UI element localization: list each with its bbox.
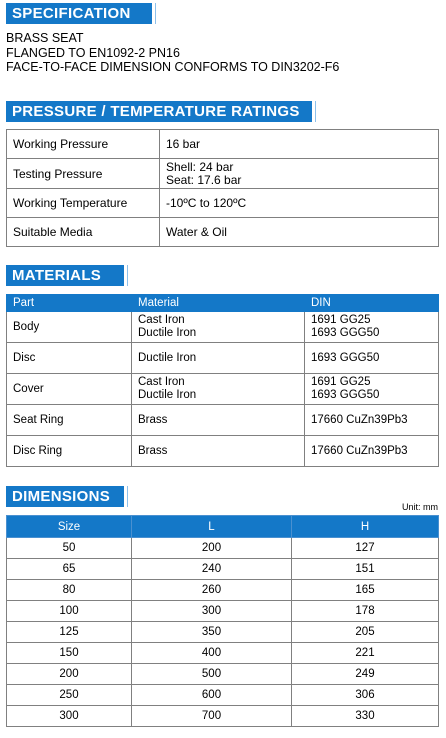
- height-cell: 330: [292, 706, 439, 727]
- column-header: Size: [7, 516, 132, 538]
- height-cell: 221: [292, 643, 439, 664]
- part-cell: Cover: [7, 374, 132, 405]
- size-cell: 150: [7, 643, 132, 664]
- rating-label: Working Temperature: [7, 189, 160, 218]
- materials-table: [6, 294, 439, 467]
- material-cell: Cast Iron Ductile Iron: [132, 374, 305, 405]
- column-header: Part: [7, 295, 132, 312]
- size-cell: 100: [7, 601, 132, 622]
- column-header: H: [292, 516, 439, 538]
- table-row: [7, 706, 439, 727]
- rating-value: 16 bar: [160, 130, 439, 159]
- rating-label: Suitable Media: [7, 218, 160, 247]
- din-cell: 1691 GG25 1693 GGG50: [305, 312, 439, 343]
- height-cell: 205: [292, 622, 439, 643]
- height-cell: 127: [292, 538, 439, 559]
- height-cell: 306: [292, 685, 439, 706]
- table-header-row: [7, 516, 439, 538]
- length-cell: 350: [132, 622, 292, 643]
- material-cell: Ductile Iron: [132, 343, 305, 374]
- spec-line: FACE-TO-FACE DIMENSION CONFORMS TO DIN3202-F6: [6, 60, 340, 74]
- length-cell: 600: [132, 685, 292, 706]
- length-cell: 200: [132, 538, 292, 559]
- material-cell: Brass: [132, 436, 305, 467]
- column-header: L: [132, 516, 292, 538]
- size-cell: 50: [7, 538, 132, 559]
- pressure-ratings-heading: PRESSURE / TEMPERATURE RATINGS: [6, 101, 312, 122]
- table-row: [7, 189, 439, 218]
- length-cell: 300: [132, 601, 292, 622]
- table-row: [7, 580, 439, 601]
- table-row: [7, 159, 439, 189]
- table-header-row: [7, 295, 439, 312]
- specification-lines: [6, 31, 339, 75]
- table-row: [7, 643, 439, 664]
- table-row: [7, 405, 439, 436]
- length-cell: 400: [132, 643, 292, 664]
- dimensions-heading: DIMENSIONS: [6, 486, 124, 507]
- rating-label: Testing Pressure: [7, 159, 160, 189]
- rating-value: [160, 159, 439, 189]
- height-cell: 165: [292, 580, 439, 601]
- table-row: [7, 664, 439, 685]
- specification-heading: SPECIFICATION: [6, 3, 152, 24]
- table-row: [7, 685, 439, 706]
- length-cell: 500: [132, 664, 292, 685]
- dimensions-table: [6, 515, 439, 727]
- table-row: [7, 622, 439, 643]
- column-header: DIN: [305, 295, 439, 312]
- part-cell: Disc Ring: [7, 436, 132, 467]
- column-header: Material: [132, 295, 305, 312]
- rating-value: Water & Oil: [160, 218, 439, 247]
- din-cell: 1693 GGG50: [305, 343, 439, 374]
- part-cell: Seat Ring: [7, 405, 132, 436]
- din-cell: 1691 GG25 1693 GGG50: [305, 374, 439, 405]
- unit-label: Unit: mm: [402, 502, 438, 512]
- size-cell: 125: [7, 622, 132, 643]
- part-cell: Body: [7, 312, 132, 343]
- spec-line: BRASS SEAT: [6, 31, 84, 45]
- table-row: [7, 436, 439, 467]
- size-cell: 200: [7, 664, 132, 685]
- length-cell: 240: [132, 559, 292, 580]
- din-cell: 17660 CuZn39Pb3: [305, 436, 439, 467]
- part-cell: Disc: [7, 343, 132, 374]
- table-row: [7, 130, 439, 159]
- rating-label: Working Pressure: [7, 130, 160, 159]
- table-row: [7, 343, 439, 374]
- spec-line: FLANGED TO EN1092-2 PN16: [6, 45, 180, 60]
- material-cell: Brass: [132, 405, 305, 436]
- materials-heading: MATERIALS: [6, 265, 124, 286]
- table-row: [7, 218, 439, 247]
- height-cell: 178: [292, 601, 439, 622]
- material-cell: Cast Iron Ductile Iron: [132, 312, 305, 343]
- table-row: [7, 559, 439, 580]
- rating-value-line: Seat: 17.6 bar: [166, 172, 242, 187]
- size-cell: 300: [7, 706, 132, 727]
- table-row: [7, 601, 439, 622]
- size-cell: 65: [7, 559, 132, 580]
- table-row: [7, 312, 439, 343]
- pressure-ratings-table: [6, 129, 439, 247]
- height-cell: 151: [292, 559, 439, 580]
- rating-value-line: Shell: 24 bar: [166, 159, 234, 174]
- size-cell: 250: [7, 685, 132, 706]
- rating-value: -10ºC to 120ºC: [160, 189, 439, 218]
- length-cell: 700: [132, 706, 292, 727]
- table-row: [7, 374, 439, 405]
- height-cell: 249: [292, 664, 439, 685]
- table-row: [7, 538, 439, 559]
- length-cell: 260: [132, 580, 292, 601]
- size-cell: 80: [7, 580, 132, 601]
- din-cell: 17660 CuZn39Pb3: [305, 405, 439, 436]
